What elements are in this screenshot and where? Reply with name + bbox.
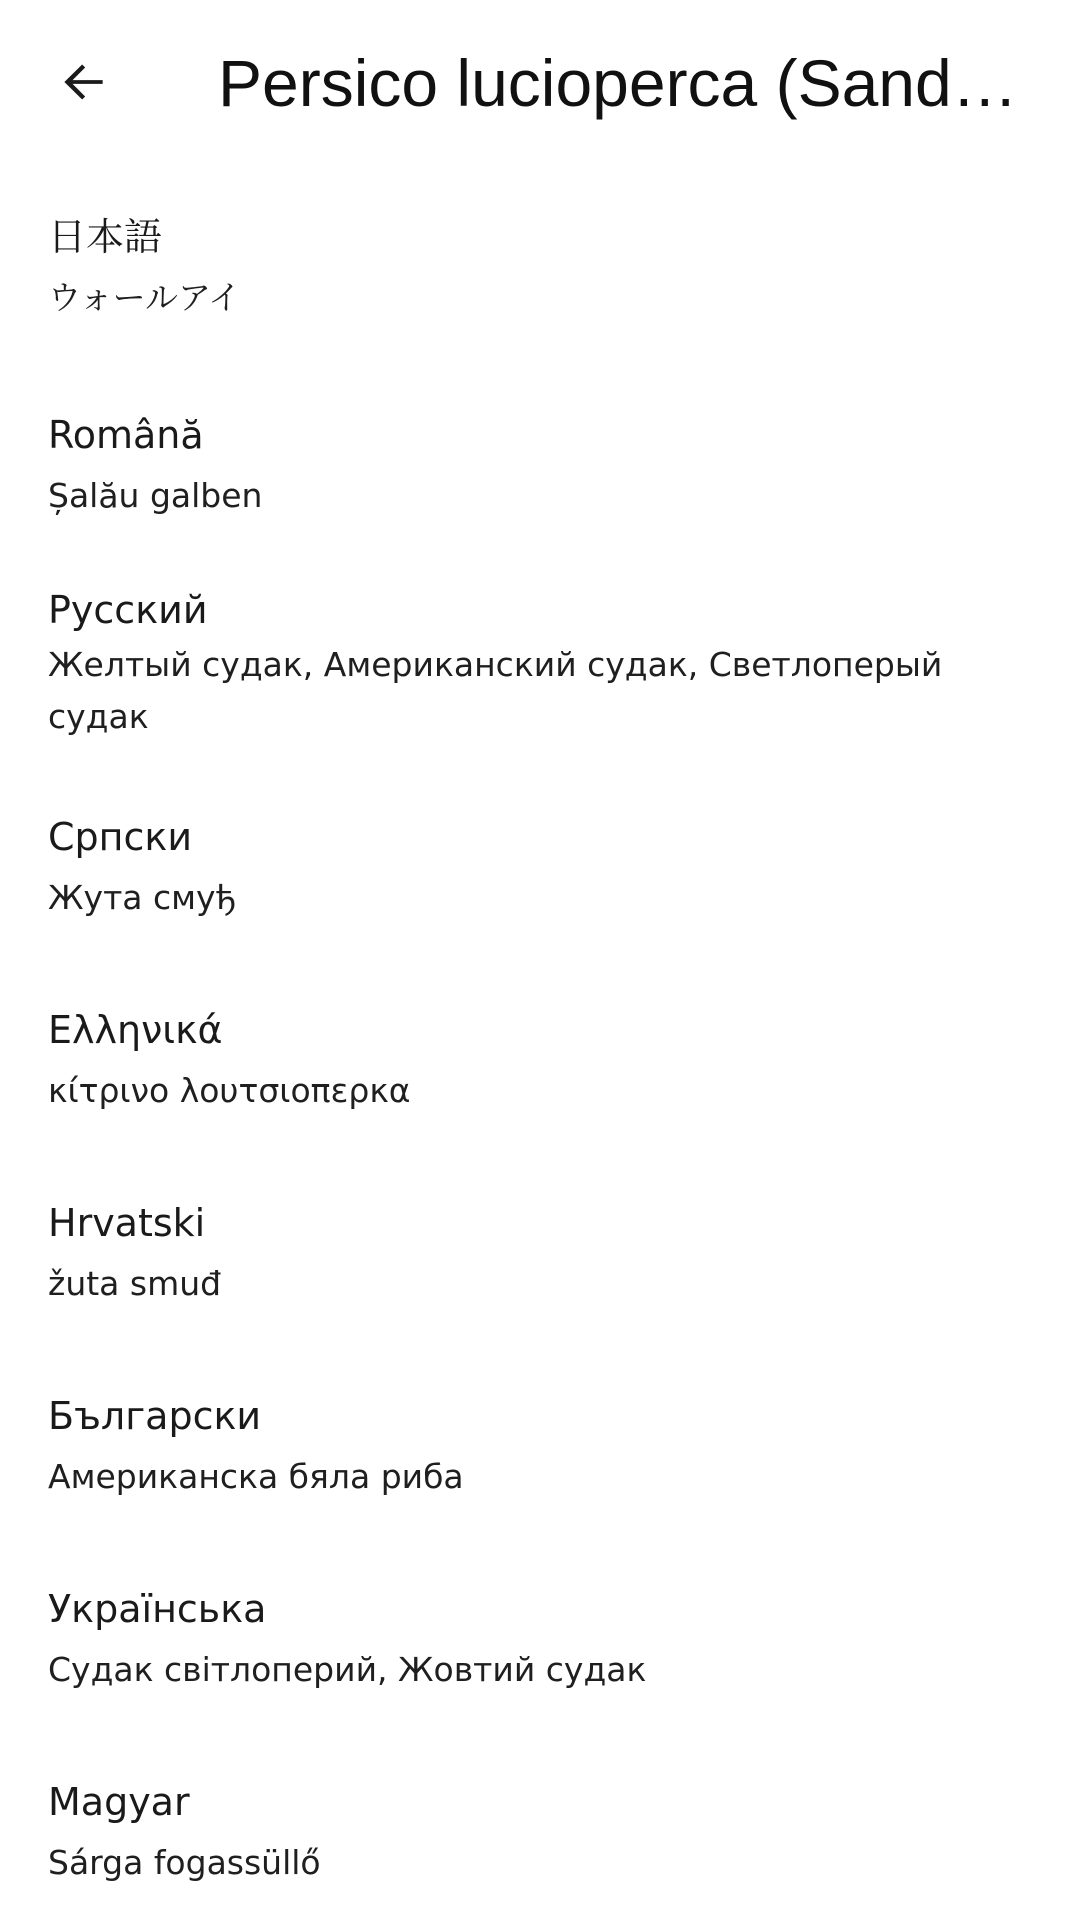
list-item-russian xyxy=(0,585,1080,743)
common-names: Жута смуђ xyxy=(48,878,237,917)
language-label: Română xyxy=(48,413,204,457)
language-label: Ελληνικά xyxy=(48,1008,223,1052)
list-item-serbian xyxy=(0,812,1080,924)
language-label: Українська xyxy=(48,1587,267,1631)
language-label: Српски xyxy=(48,815,193,859)
common-names: Sárga fogassüllő xyxy=(48,1843,321,1882)
list-item-romanian xyxy=(0,410,1080,522)
common-names: κίτρινο λουτσιοπερκα xyxy=(48,1071,411,1110)
list-item-croatian xyxy=(0,1198,1080,1310)
list-item-hungarian xyxy=(0,1777,1080,1889)
list-item-bulgarian xyxy=(0,1391,1080,1503)
language-label: 日本語 xyxy=(48,215,163,259)
list-item-greek xyxy=(0,1005,1080,1117)
list-item-ukrainian xyxy=(0,1584,1080,1696)
common-names: Желтый судак, Американский судак, Светлоперый судак xyxy=(48,645,943,736)
common-names: ウォールアイ xyxy=(48,278,242,317)
list-item-japanese xyxy=(0,212,1080,324)
common-names: Американска бяла риба xyxy=(48,1457,464,1496)
language-label: Русский xyxy=(48,588,208,632)
language-label: Български xyxy=(48,1394,262,1438)
common-names: Șalău galben xyxy=(48,476,263,515)
common-names: Судак світлоперий, Жовтий судак xyxy=(48,1650,647,1689)
page-title: Persico lucioperca (Sand… xyxy=(218,46,1018,120)
language-label: Magyar xyxy=(48,1780,190,1824)
common-names: žuta smuđ xyxy=(48,1264,222,1303)
language-label: Hrvatski xyxy=(48,1201,206,1245)
